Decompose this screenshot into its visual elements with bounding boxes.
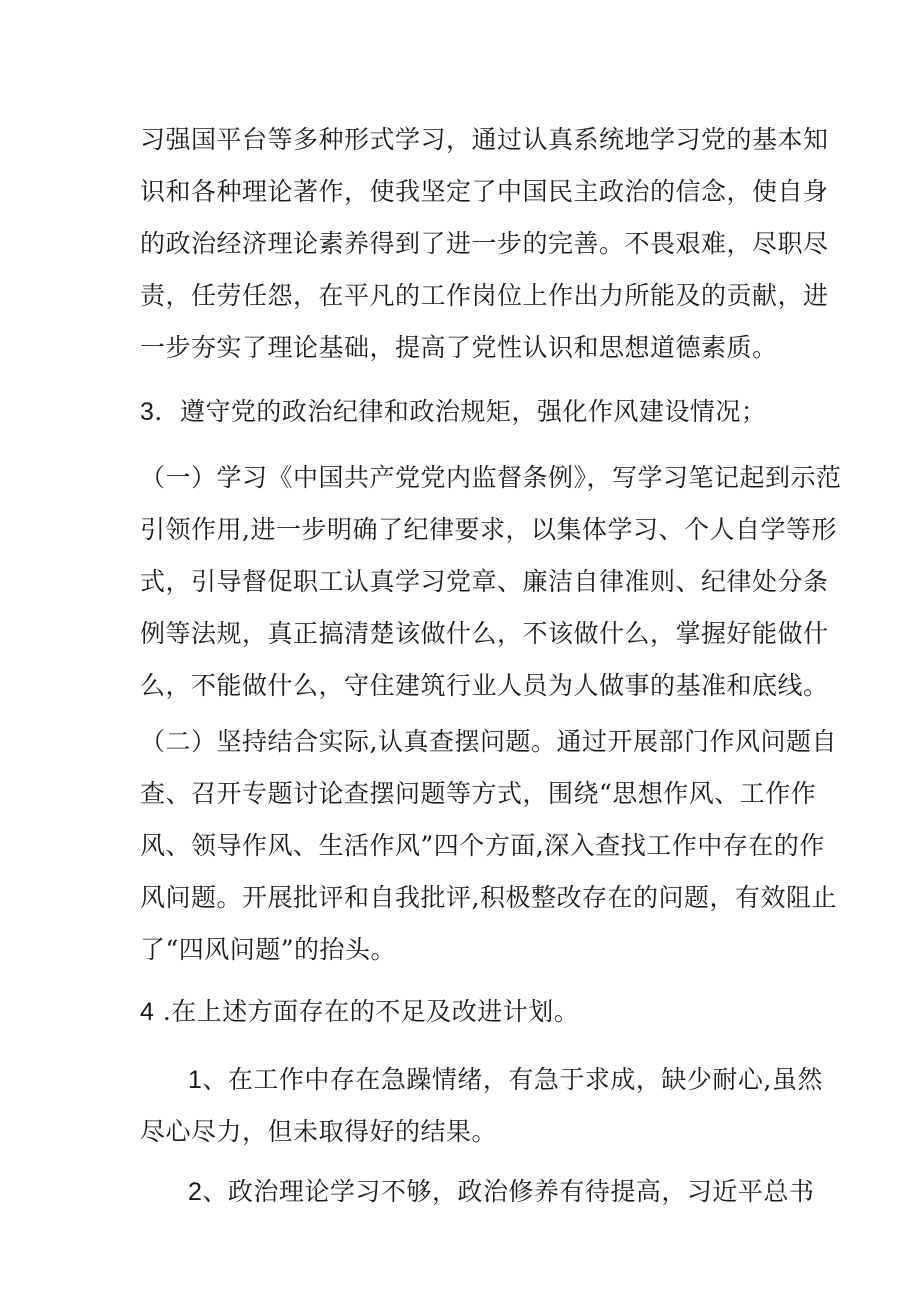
paragraph-line: 的政治经济理论素养得到了进一步的完善。不畏艰难，尽职尽 (140, 229, 829, 258)
section-number: 3 (140, 398, 155, 426)
paragraph-line: 么，不能做什么，守住建筑行业人员为人做事的基准和底线。 (140, 671, 829, 700)
list-item-2 (188, 1176, 814, 1208)
paragraph-line: 风问题。开展批评和自我批评,积极整改存在的问题，有效阻止 (140, 883, 837, 912)
paragraph-line: （一）学习《中国共产党党内监督条例》，写学习笔记起到示范 (140, 463, 842, 492)
paragraph-line: （二）坚持结合实际,认真查摆问题。通过开展部门作风问题自 (140, 727, 837, 756)
paragraph-line: 习强国平台等多种形式学习，通过认真系统地学习党的基本知 (140, 125, 829, 154)
section-heading-4 (140, 996, 579, 1028)
paragraph-line: 查、召开专题讨论查摆问题等方式，围绕“思想作风、工作作 (140, 779, 817, 808)
section-title: .在上述方面存在的不足及改进计划。 (154, 997, 580, 1026)
paragraph-line: 式，引导督促职工认真学习党章、廉洁自律准则、纪律处分条 (140, 567, 829, 596)
item-number: 1 (188, 1066, 203, 1094)
paragraph-line: 引领作用,进一步明确了纪律要求，以集体学习、个人自学等形 (140, 515, 837, 544)
paragraph-line: 了“四风问题”的抬头。 (140, 935, 397, 964)
paragraph-line: 风、领导作风、生活作风”四个方面,深入查找工作中存在的作 (140, 831, 825, 860)
list-item-1 (188, 1064, 823, 1096)
item-number: 2 (188, 1178, 203, 1206)
section-heading-3 (140, 396, 766, 428)
section-number: 4 (140, 998, 155, 1026)
paragraph-line: 例等法规，真正搞清楚该做什么，不该做什么，掌握好能做什 (140, 619, 829, 648)
paragraph-line: 识和各种理论著作，使我坚定了中国民主政治的信念，使自身 (140, 177, 829, 206)
section-title: ．遵守党的政治纪律和政治规矩，强化作风建设情况； (154, 397, 767, 426)
item-text: 、在工作中存在急躁情绪，有急于求成，缺少耐心,虽然 (202, 1065, 823, 1094)
paragraph-line: 责，任劳任怨，在平凡的工作岗位上作出力所能及的贡献，进 (140, 281, 829, 310)
item-text: 、政治理论学习不够，政治修养有待提高，习近平总书 (202, 1177, 815, 1206)
paragraph-line: 尽心尽力，但未取得好的结果。 (140, 1117, 498, 1146)
paragraph-line: 一步夯实了理论基础，提高了党性认识和思想道德素质。 (140, 333, 778, 362)
